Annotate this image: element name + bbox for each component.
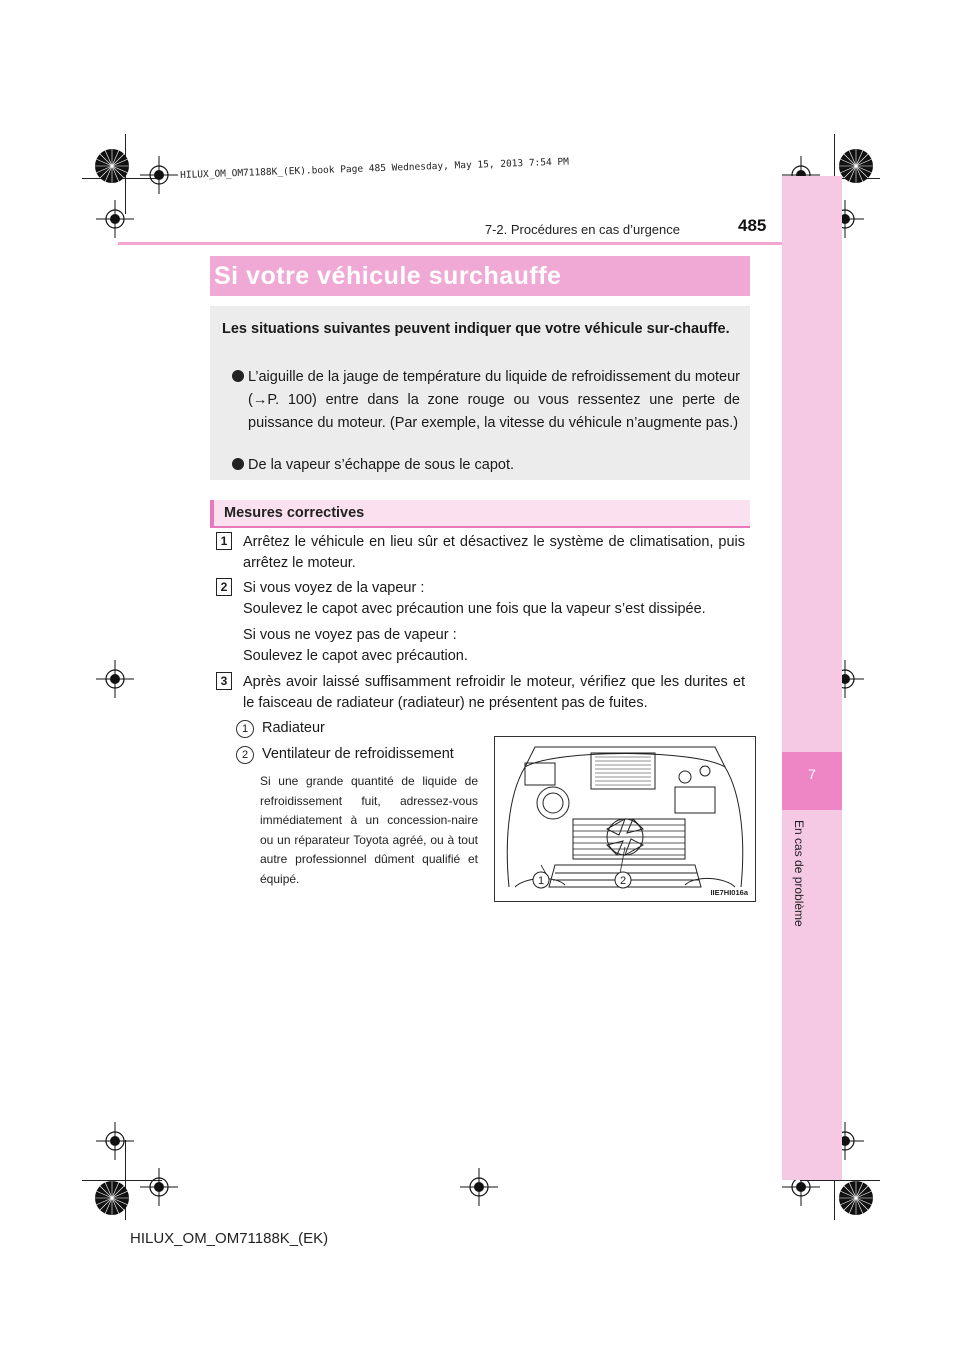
- step-number: 1: [216, 532, 232, 550]
- legend-label: Radiateur: [262, 720, 325, 736]
- bullet-dot-icon: [232, 458, 244, 470]
- crosshair-icon: [140, 156, 178, 194]
- leak-note: Si une grande quantité de liquide de refroidissement fuit, adressez-vous immédiatement à un concession-naire ou un réparateur Toyota agréé, ou à tout autre professionnel dûment qualifié et équipé.: [260, 774, 478, 886]
- legend-number: 2: [236, 746, 254, 764]
- figure-code: IIE7HI016a: [710, 888, 748, 897]
- engine-bay-figure: [494, 736, 756, 902]
- crosshair-icon: [460, 1168, 498, 1206]
- registration-star-icon: [838, 1180, 874, 1216]
- section-label: 7-2. Procédures en cas d’urgence: [484, 222, 680, 237]
- step-text: Arrêtez le véhicule en lieu sûr et désactivez le système de climatisation, puis arrêtez le moteur.: [243, 534, 745, 571]
- callout-2: 2: [619, 875, 627, 887]
- legend-label: Ventilateur de refroidissement: [262, 746, 454, 762]
- crosshair-icon: [96, 1122, 134, 1160]
- bullet-dot-icon: [232, 370, 244, 382]
- page-number: 485: [738, 216, 767, 235]
- step-text: Si vous voyez de la vapeur :: [243, 580, 425, 596]
- registration-star-icon: [94, 148, 130, 184]
- step-text: Soulevez le capot avec précaution une fois que la vapeur s’est dissipée.: [243, 601, 706, 617]
- registration-star-icon: [94, 1180, 130, 1216]
- corrective-heading-accent: [210, 500, 214, 528]
- step-text: Après avoir laissé suffisamment refroidir le moteur, vérifiez que les durites et le faisceau de radiateur (radiateur) ne présentent pas de fuites.: [243, 674, 745, 711]
- file-watermark: HILUX_OM_OM71188K_(EK).book Page 485 Wednesday, May 15, 2013 7:54 PM: [180, 156, 570, 181]
- chapter-title: [792, 820, 828, 950]
- chapter-number: 7: [808, 766, 816, 782]
- condition-bullet: [232, 454, 740, 477]
- step-text: Soulevez le capot avec précaution.: [243, 648, 468, 664]
- page-title: Si votre véhicule surchauffe: [214, 262, 562, 290]
- step-number: 2: [216, 578, 232, 596]
- callout-1: 1: [537, 875, 545, 887]
- crosshair-icon: [96, 200, 134, 238]
- condition-text: De la vapeur s’échappe de sous le capot.: [248, 457, 515, 473]
- footer-doc-code: HILUX_OM_OM71188K_(EK): [130, 1230, 329, 1247]
- registration-star-icon: [838, 148, 874, 184]
- engine-bay-illustration: [495, 737, 755, 901]
- crosshair-icon: [96, 660, 134, 698]
- step-number: 3: [216, 672, 232, 690]
- crosshair-icon: [140, 1168, 178, 1206]
- chapter-title-text: En cas de problème: [792, 820, 806, 927]
- condition-bullet: [232, 366, 740, 435]
- legend-number: 1: [236, 720, 254, 738]
- side-band: [782, 176, 842, 1180]
- corrective-heading: Mesures correctives: [224, 505, 365, 521]
- step-text: Si vous ne voyez pas de vapeur :: [243, 627, 457, 643]
- header-rule: [118, 242, 782, 245]
- conditions-intro: Les situations suivantes peuvent indiquer que votre véhicule sur-chauffe.: [222, 321, 730, 337]
- condition-text: L’aiguille de la jauge de température du liquide de refroidissement du moteur (→P. 100) entre dans la zone rouge ou vous ressentez une perte de puissance du moteur. (Par exemple, la vitesse du véhicule n’augmente pas.): [248, 369, 740, 431]
